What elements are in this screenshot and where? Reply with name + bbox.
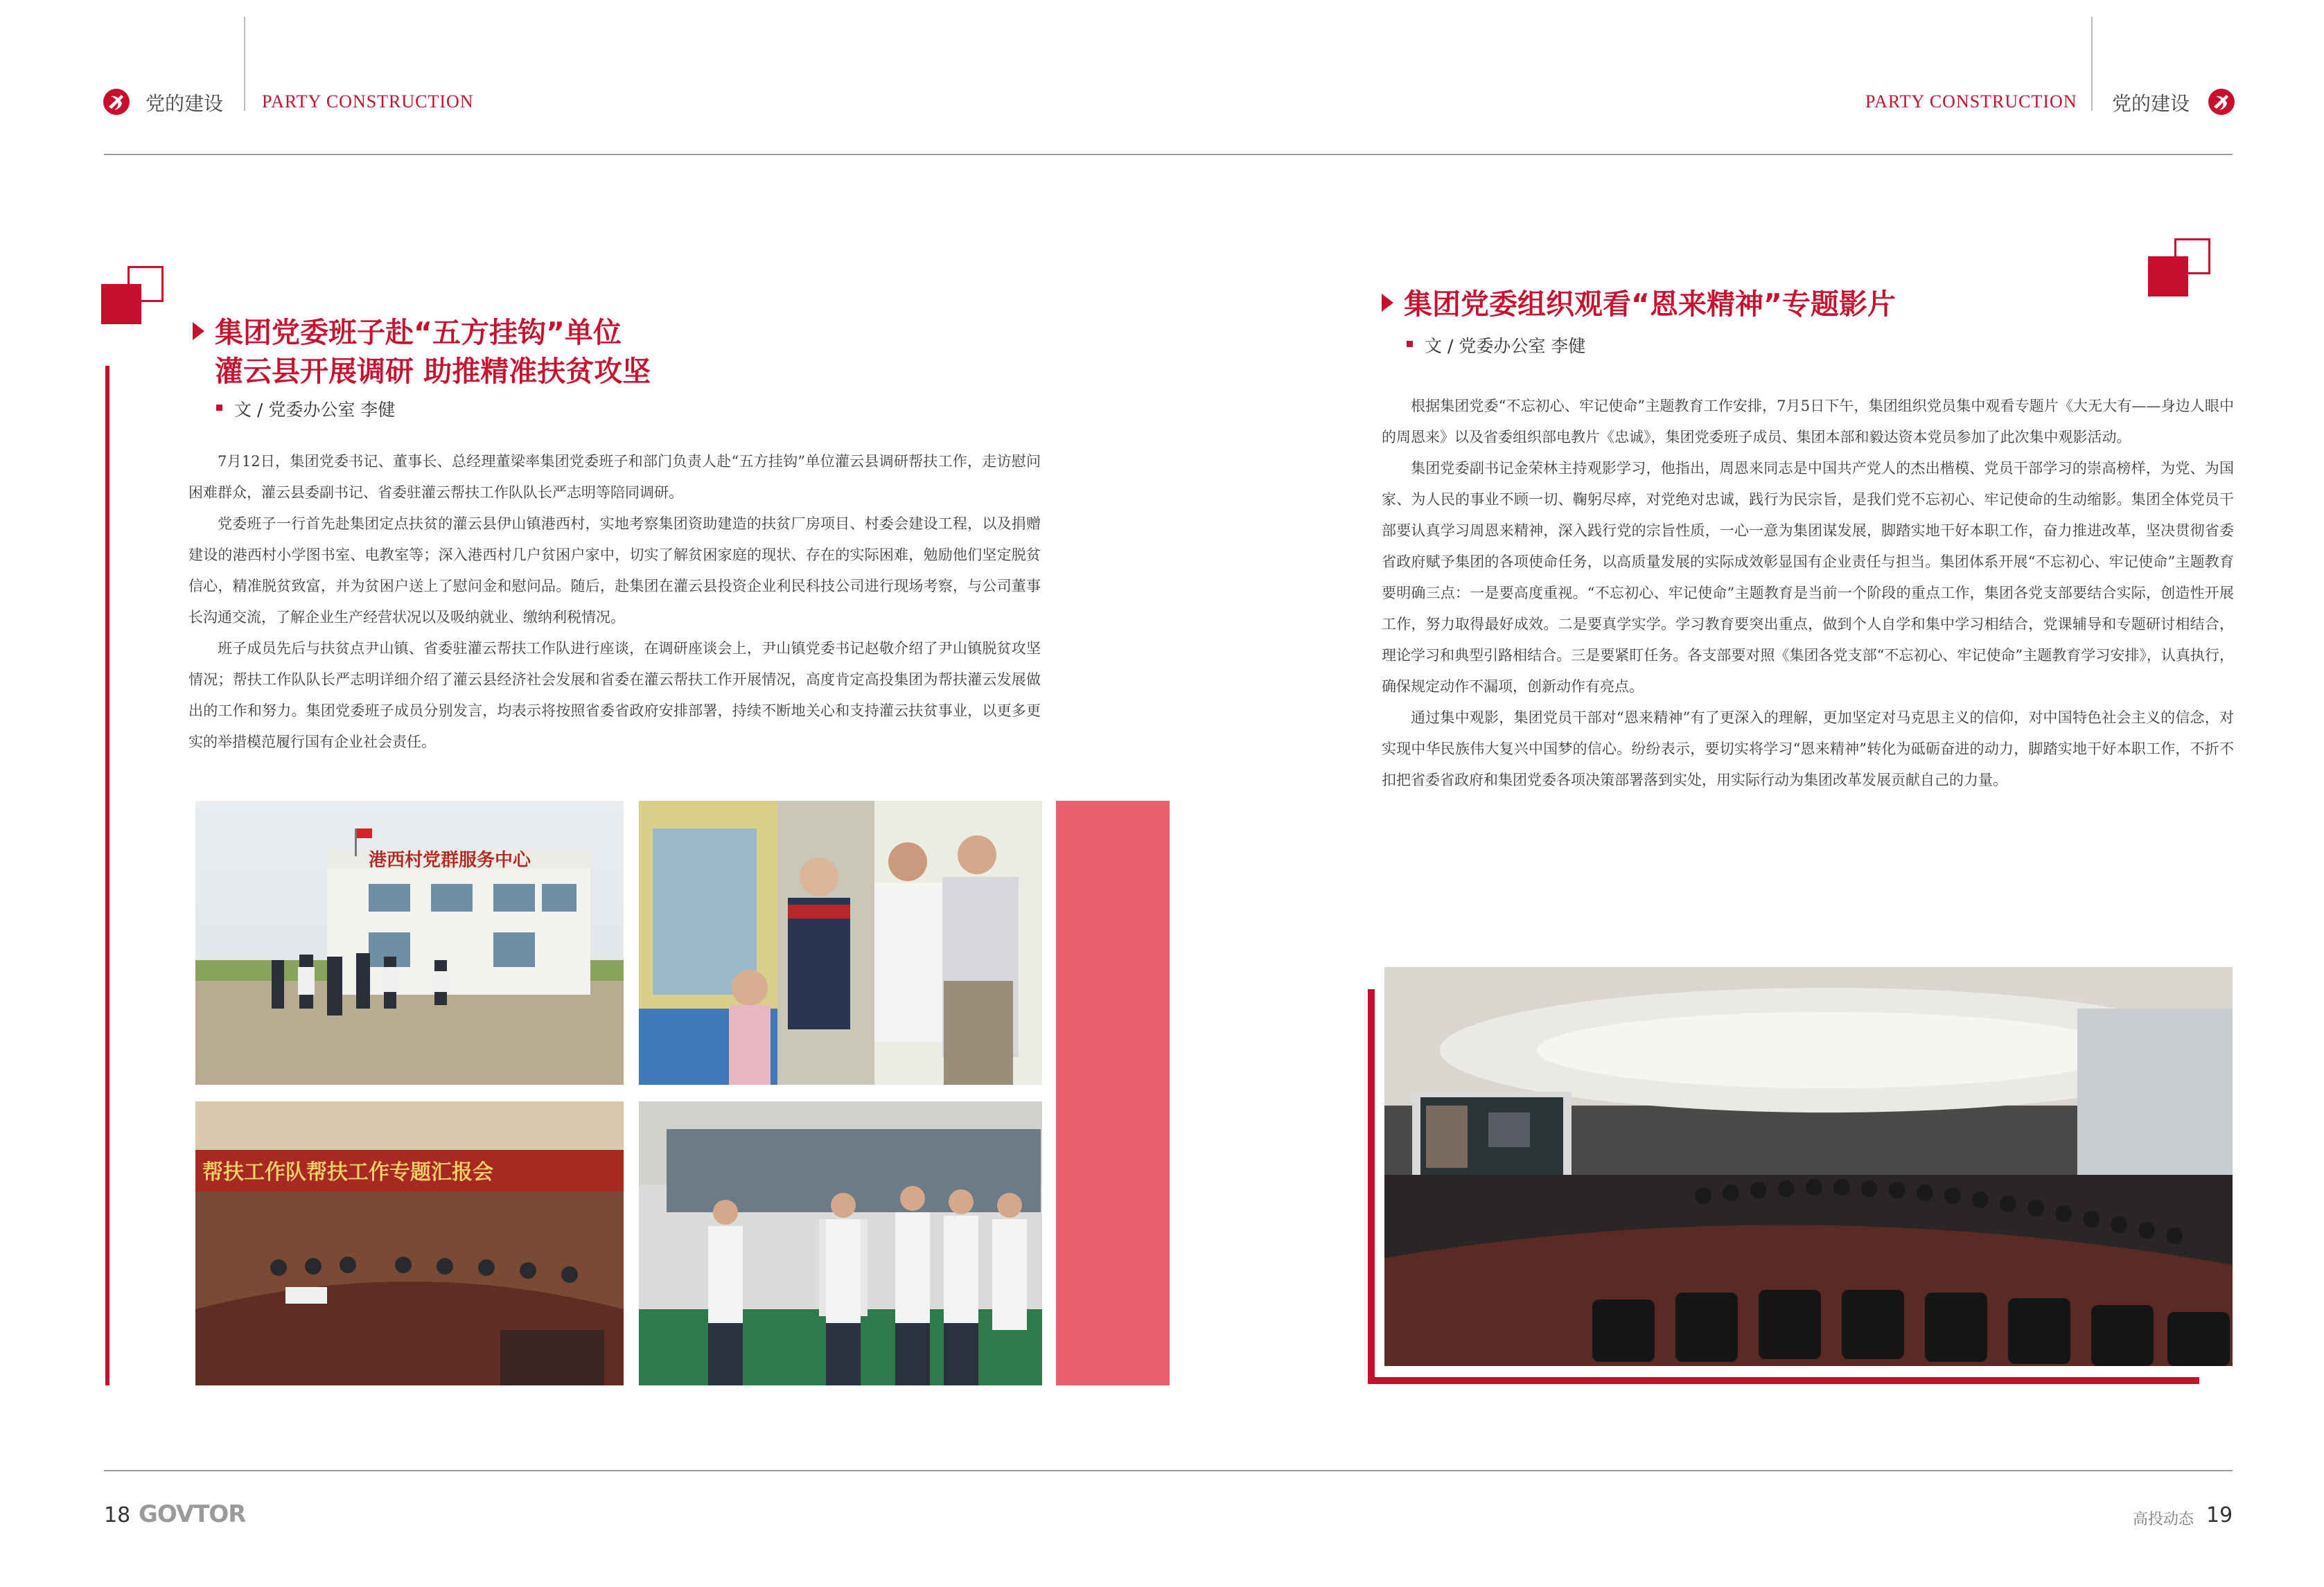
photo-banner-text: 帮扶工作队帮扶工作专题汇报会 [202, 1160, 493, 1185]
footer-rule [104, 1470, 2233, 1471]
right-paragraph-3: 通过集中观影，集团党员干部对“恩来精神”有了更深入的理解，更加坚定对马克思主义的信仰，对中国特色社会主义的信念，对实现中华民族伟大复兴中国梦的信心。纷纷表示，要切实将学习“恩来精神”转化为砥砺奋进的动力，脚踏实地干好本职工作，不折不扣把省委省政府和集团党委各项决策部署落到实处，用实际行动为集团改革发展贡献自己的力量。 [1382, 709, 2234, 788]
left-article-body [188, 446, 1041, 758]
left-paragraph-3: 班子成员先后与扶贫点尹山镇、省委驻灌云帮扶工作队进行座谈，在调研座谈会上，尹山镇党委书记赵敬介绍了尹山镇脱贫攻坚情况；帮扶工作队队长严志明详细介绍了灌云县经济社会发展和省委在灌云帮扶工作开展情况，高度肯定高投集团为帮扶灌云发展做出的工作和努力。集团党委班子成员分别发言，均表示将按照省委省政府安排部署，持续不断地关心和支持灌云扶贫事业，以更多更实的举措模范履行国有企业社会责任。 [188, 640, 1041, 750]
right-article-body [1382, 391, 2234, 796]
header-right-divider [2091, 17, 2093, 111]
photo-frame-bottom [1368, 1377, 2199, 1384]
header-left-en: PARTY CONSTRUCTION [262, 91, 474, 112]
header-rule [104, 154, 2233, 155]
left-page-number: 18 [104, 1503, 131, 1527]
right-paragraph-2: 集团党委副书记金荣林主持观影学习，他指出，周恩来同志是中国共产党人的杰出楷模、党员干部学习的崇高榜样，为党、为国家、为人民的事业不顾一切、鞠躬尽瘁，对党绝对忠诚，践行为民宗旨，是我们党不忘初心、牢记使命的生动缩影。集团全体党员干部要认真学习周恩来精神，深入践行党的宗旨性质，一心一意为集团谋发展，脚踏实地干好本职工作，奋力推进改革，坚决贯彻省委省政府赋予集团的各项使命任务，以高质量发展的实际成效彰显国有企业责任与担当。集团体系开展“不忘初心、牢记使命”主题教育要明确三点：一是要高度重视。“不忘初心、牢记使命”主题教育是当前一个阶段的重点工作，集团各党支部要结合实际，创造性开展工作，努力取得最好成效。二是要真学实学。学习教育要突出重点，做到个人自学和集中学习相结合，党课辅导和专题研讨相结合，理论学习和典型引路相结合。三是要紧盯任务。各支部要对照《集团各党支部“不忘初心、牢记使命”主题教育学习安排》，认真执行，确保规定动作不漏项，创新动作有亮点。 [1382, 460, 2234, 695]
deco-square-outline [2174, 238, 2210, 274]
party-emblem-icon [103, 88, 130, 116]
left-article-byline: 文 / 党委办公室 李健 [234, 400, 396, 420]
footer-brand-logo: GOVTOR [139, 1500, 246, 1528]
photo-frame-left [1368, 989, 1375, 1384]
left-paragraph-2: 党委班子一行首先赴集团定点扶贫的灌云县伊山镇港西村，实地考察集团资助建造的扶贫厂房项目、村委会建设工程，以及捐赠建设的港西村小学图书室、电教室等；深入港西村几户贫困户家中，切实了解贫困家庭的现状、存在的实际困难，勉励他们坚定脱贫信心，精准脱贫致富，并为贫困户送上了慰问金和慰问品。随后，赴集团在灌云县投资企业利民科技公司进行现场考察，与公司董事长沟通交流，了解企业生产经营状况以及吸纳就业、缴纳利税情况。 [188, 515, 1041, 626]
party-emblem-icon [2208, 88, 2235, 116]
byline-marker [216, 405, 222, 411]
left-accent-bar [105, 366, 109, 1385]
photo-factory [639, 1101, 1042, 1385]
left-article-title-line1: 集团党委班子赴“五方挂钩”单位 [215, 316, 622, 349]
photo-sign-text: 港西村党群服务中心 [369, 850, 531, 871]
title-triangle-icon [1382, 294, 1393, 312]
photo-home-visit [639, 801, 1042, 1085]
left-paragraph-1: 7月12日，集团党委书记、董事长、总经理董梁率集团党委班子和部门负责人赴“五方挂钩”单位灌云县调研帮扶工作，走访慰问困难群众，灌云县委副书记、省委驻灌云帮扶工作队队长严志明等陪同调研。 [188, 453, 1041, 501]
deco-square-outline [127, 266, 164, 302]
photo-meeting [195, 1101, 624, 1385]
left-article-title-line2: 灌云县开展调研 助推精准扶贫攻坚 [215, 355, 651, 388]
header-right-en: PARTY CONSTRUCTION [1865, 91, 2077, 112]
photo-service-center [195, 801, 624, 1085]
footer-section-label: 高投动态 [2133, 1511, 2194, 1528]
photo-screening-room [1384, 967, 2233, 1366]
right-page-number: 19 [2206, 1503, 2233, 1527]
right-article-title: 集团党委组织观看“恩来精神”专题影片 [1404, 287, 1896, 321]
title-triangle-icon [193, 322, 204, 340]
pink-accent-panel [1056, 801, 1170, 1385]
header-left-cn: 党的建设 [146, 92, 224, 115]
byline-marker [1407, 341, 1413, 347]
header-left-divider [244, 17, 245, 111]
header-right-cn: 党的建设 [2112, 92, 2190, 115]
right-article-byline: 文 / 党委办公室 李健 [1425, 336, 1586, 356]
right-paragraph-1: 根据集团党委“不忘初心、牢记使命”主题教育工作安排，7月5日下午，集团组织党员集中观看专题片《大无大有——身边人眼中的周恩来》以及省委组织部电教片《忠诚》，集团党委班子成员、集团本部和毅达资本党员参加了此次集中观影活动。 [1382, 398, 2234, 445]
